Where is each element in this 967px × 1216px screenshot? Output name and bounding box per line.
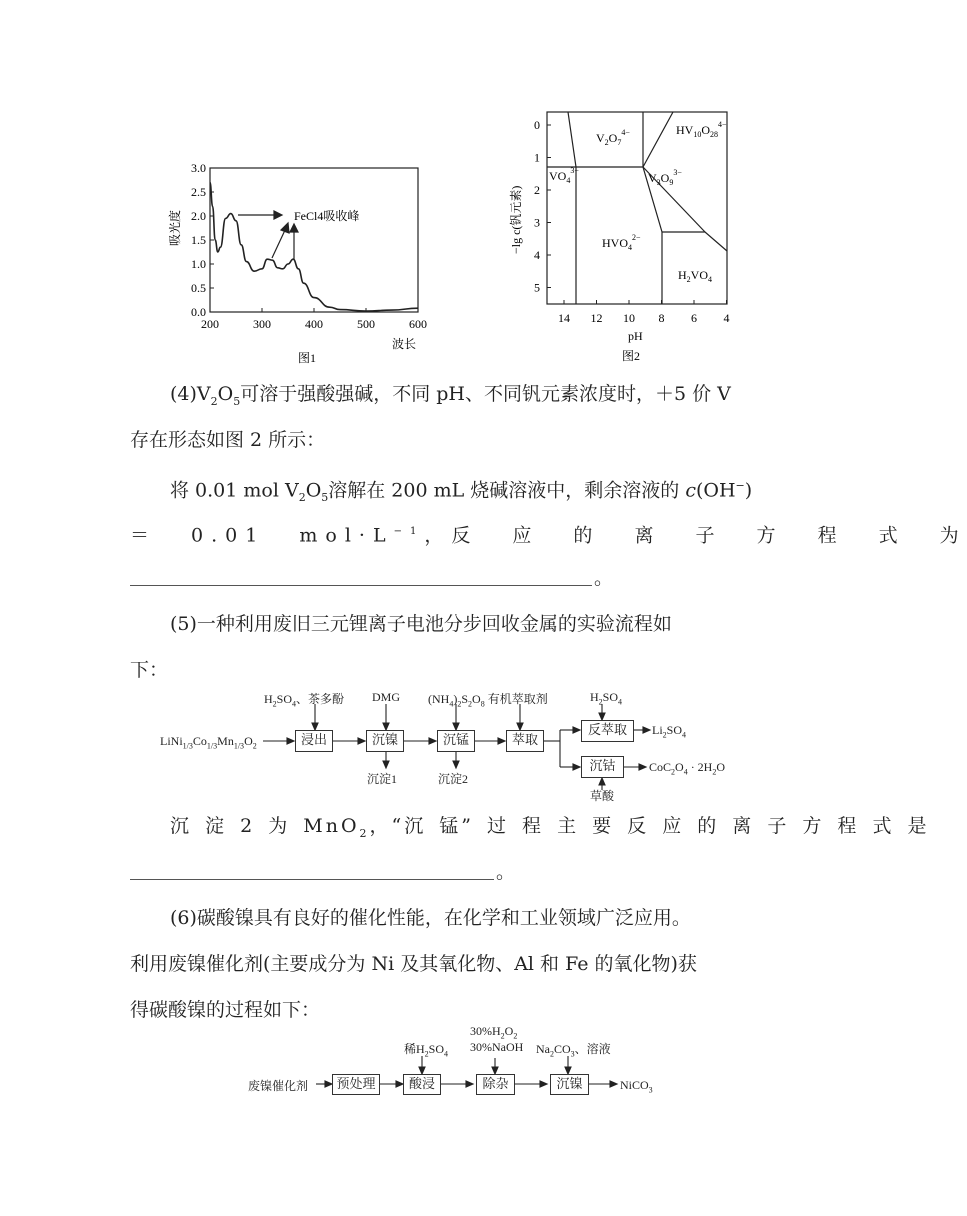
q4-answer-blank[interactable]: [130, 584, 592, 586]
q5-step-leach: 浸出: [295, 730, 333, 752]
q6-step-purify: 除杂: [476, 1074, 515, 1095]
fig2-caption: 图2: [622, 349, 641, 363]
figure-2-diagram: [500, 104, 740, 374]
fig1-ylabel: 吸光度: [168, 209, 182, 246]
fig2-ytick-label: 0: [534, 118, 540, 132]
fig1-xlabel: 波长: [392, 337, 417, 351]
fig1-ytick-label: 2.0: [191, 209, 206, 223]
fig2-region-v3o9: $V_3O_9^{3-}$: [648, 168, 682, 187]
q5-line2: 下：: [130, 659, 169, 681]
q4-period: 。: [594, 567, 614, 589]
q5-reagent-2: DMG: [372, 690, 401, 704]
q6-step-pretreat: 预处理: [332, 1074, 380, 1095]
q6-line2: 利用废镍催化剂(主要成分为 Ni 及其氧化物、Al 和 Fe 的氧化物)获: [130, 953, 697, 975]
fig1-xtick-label: 500: [357, 317, 375, 331]
fig2-region-hv10o28: $HV_{10}O_{28}^{4-}$: [676, 120, 727, 139]
q5-reagent-5: 草酸: [590, 789, 615, 803]
q6-reagent-acid: 稀$H_2SO_4$: [404, 1042, 449, 1059]
fig1-xtick-label: 300: [253, 317, 271, 331]
fig1-plot-frame: [210, 168, 418, 312]
fig2-xtick-label: 8: [658, 311, 665, 325]
q6-line1: (6)碳酸镍具有良好的催化性能，在化学和工业领域广泛应用。: [170, 907, 691, 929]
q4-line2: 存在形态如图 2 所示：: [130, 429, 326, 451]
fig2-xlabel: pH: [628, 329, 643, 343]
q6-step-acid-leach: 酸浸: [403, 1074, 441, 1095]
fig2-xtick-label: 14: [558, 311, 570, 325]
q6-reagent-naoh: 30%NaOH: [470, 1040, 524, 1054]
fig2-region-v2o7: $V_2O_7^{4-}$: [596, 128, 630, 147]
fig1-xtick-label: 200: [201, 317, 219, 331]
q5-product-li2so4: $Li_2SO_4$: [652, 723, 687, 740]
fig1-ytick-label: 1.5: [191, 233, 206, 247]
q5-step-co-precip: 沉钴: [581, 756, 624, 778]
q5-line3: 沉 淀 2 为 MnO$_2$，“沉 锰” 过 程 主 要 反 应 的 离 子 方 程 式 是: [170, 815, 930, 840]
fig1-xtick-label: 600: [409, 317, 427, 331]
q5-product-precip2: 沉淀2: [438, 772, 469, 786]
fig2-ytick-label: 3: [534, 215, 540, 230]
fig2-xtick-label: 4: [723, 311, 730, 325]
q6-flowchart: [246, 1022, 726, 1102]
fig2-ytick-label: 5: [534, 280, 540, 295]
fig1-xtick-label: 400: [305, 317, 323, 331]
q5-flowchart: [160, 690, 760, 803]
fig2-region-vo4: $VO_4^{3-}$: [549, 166, 579, 185]
fig1-absorbance-curve: [210, 182, 418, 311]
fig2-ytick-label: 4: [534, 248, 540, 262]
q5-step-back-extract: 反萃取: [581, 720, 634, 742]
q5-start-material: $LiNi_{1/3}Co_{1/3}Mn_{1/3}O_2$: [160, 734, 257, 751]
q5-period: 。: [496, 861, 516, 883]
fig1-ytick-label: 3.0: [191, 161, 206, 175]
fig2-ytick-label: 2: [534, 183, 540, 197]
fig2-ytick-label: 1: [534, 150, 540, 165]
fig1-annotation-arrows: [238, 211, 298, 260]
q6-reagent-h2o2: $30\%H_2O_2$: [470, 1024, 518, 1041]
q5-reagent-4: $H_2SO_4$: [590, 690, 623, 707]
q6-reagent-na2co3: $Na_2CO_3$、溶液: [536, 1042, 611, 1059]
fig1-ytick-label: 2.5: [191, 185, 206, 199]
figure-1-chart: [160, 150, 450, 375]
fig1-ytick-label: 0.0: [191, 305, 206, 319]
fig1-annotation: FeCl4吸收峰: [294, 209, 360, 223]
q5-product-precip1: 沉淀1: [367, 772, 398, 786]
q5-reagent-1: $H_2SO_4$、茶多酚: [264, 692, 345, 709]
q5-step-mn-precip: 沉锰: [437, 730, 475, 752]
fig2-xtick-label: 10: [623, 311, 635, 325]
fig1-ytick-label: 0.5: [191, 281, 206, 295]
q5-reagent-3: $(NH_4)_2S_2O_8$ 有机萃取剂: [428, 692, 548, 709]
q6-step-ni-precip: 沉镍: [550, 1074, 589, 1095]
q4-line3: 将 0.01 mol $V_2O_5$溶解在 200 mL 烧碱溶液中，剩余溶液的 c(OH−): [170, 479, 753, 505]
q5-line1: (5)一种利用废旧三元锂离子电池分步回收金属的实验流程如: [170, 613, 672, 635]
q6-start-material: 废镍催化剂: [248, 1079, 309, 1093]
q5-product-coc2o4: $CoC_2O_4 \cdot 2H_2O$: [649, 760, 726, 777]
fig2-region-h2vo4: $H_2VO_4$: [678, 268, 713, 284]
q5-step-ni-precip: 沉镍: [366, 730, 404, 752]
fig2-xtick-label: 6: [691, 311, 697, 325]
fig2-xtick-label: 12: [590, 311, 603, 325]
q4-line4: ＝ 0.01 $mol\cdot L^{-1}$，反 应 的 离 子 方 程 式 为: [130, 524, 967, 547]
q6-line3: 得碳酸镍的过程如下：: [130, 999, 321, 1021]
fig2-region-hvo4: $HVO_4^{2-}$: [602, 233, 641, 252]
q5-answer-blank[interactable]: [130, 878, 494, 880]
q5-step-extract: 萃取: [506, 730, 544, 752]
fig2-ylabel: −lg c(钒元素): [509, 185, 523, 254]
fig1-ytick-label: 1.0: [191, 257, 206, 271]
q4-line1: $(4)V_2O_5$可溶于强酸强碱，不同 pH、不同钒元素浓度时，＋5 价 V: [170, 383, 731, 408]
fig1-caption: 图1: [298, 351, 317, 365]
q6-product-nico3: NiCO$_3$: [620, 1078, 653, 1095]
